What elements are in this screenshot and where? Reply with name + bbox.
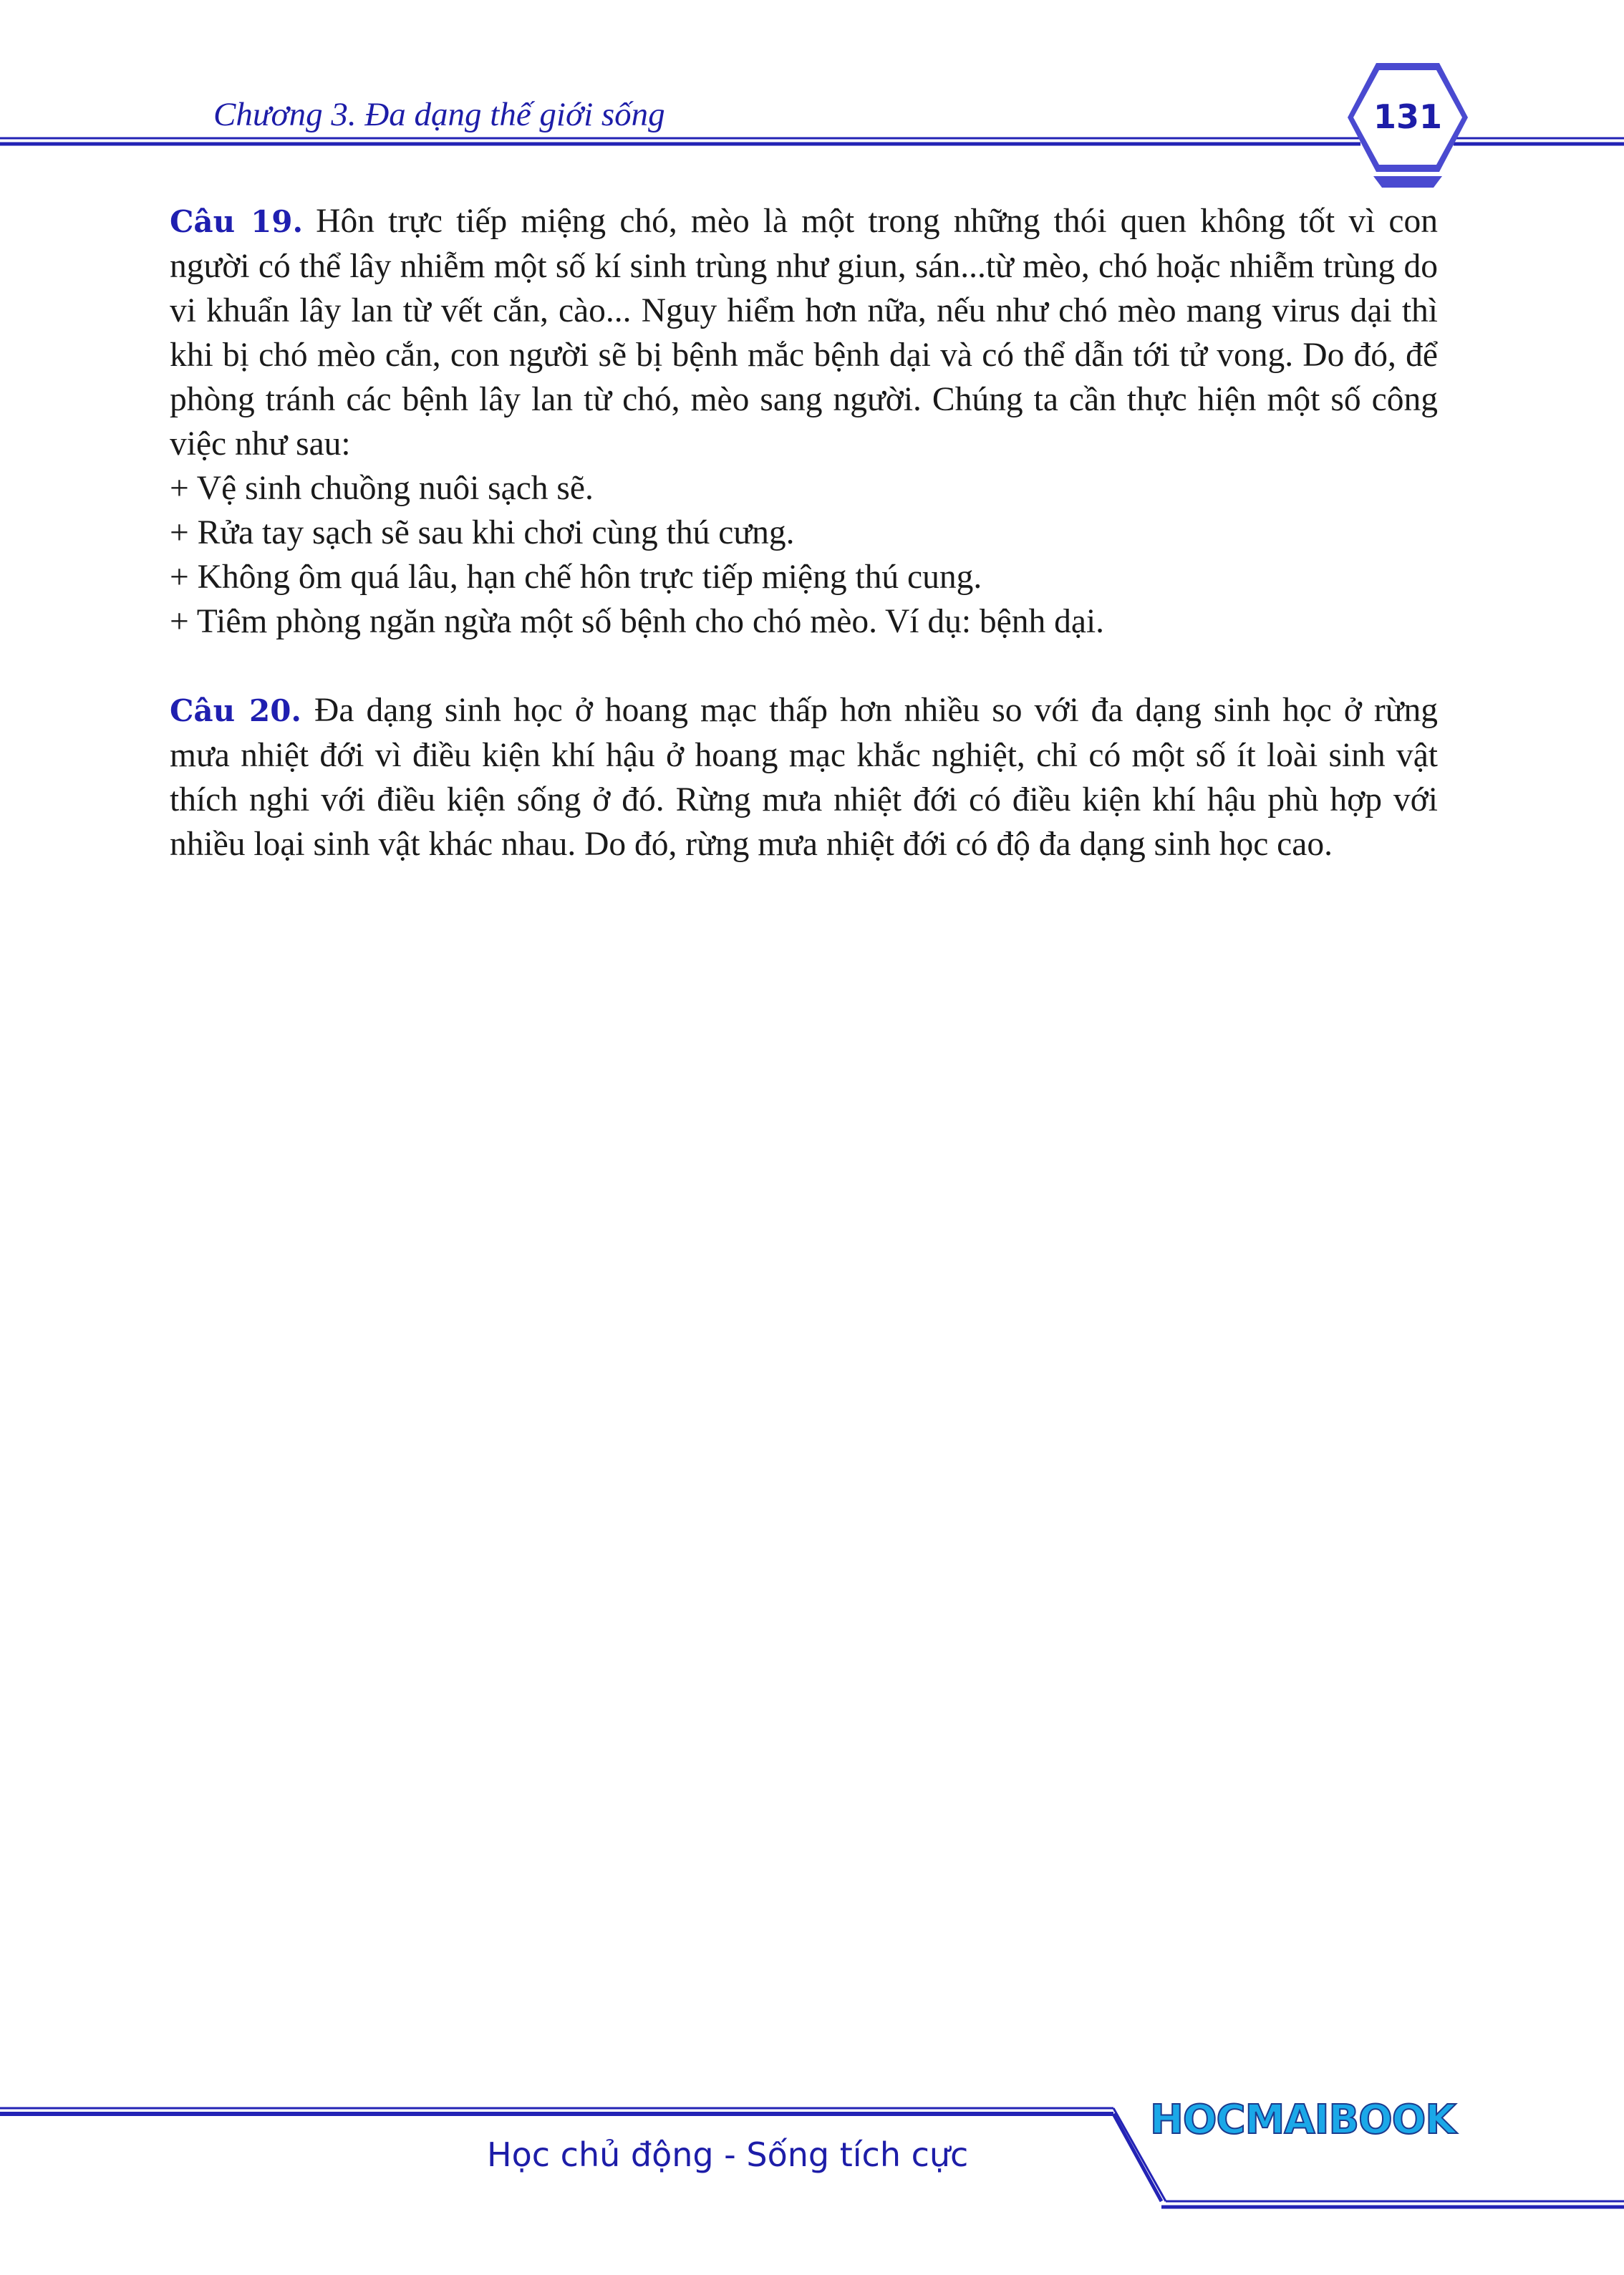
bullet-item: + Rửa tay sạch sẽ sau khi chơi cùng thú cưng. (170, 514, 795, 551)
footer-slogan: Học chủ động - Sống tích cực (487, 2135, 969, 2174)
question-20 (170, 688, 1438, 866)
question-label: Câu 20. (170, 693, 302, 728)
brand-logo: HOCMAIBOOK (1150, 2097, 1456, 2143)
bullet-item: + Không ôm quá lâu, hạn chế hôn trực tiếp miệng thú cung. (170, 559, 982, 596)
page-header (0, 0, 1624, 186)
question-label: Câu 19. (170, 204, 304, 239)
page-footer (0, 2077, 1624, 2275)
page-number: 131 (1373, 97, 1443, 136)
bullet-item: + Vệ sinh chuồng nuôi sạch sẽ. (170, 470, 594, 507)
bullet-item: + Tiêm phòng ngăn ngừa một số bệnh cho chó mèo. Ví dụ: bệnh dại. (170, 603, 1105, 640)
page-number-badge (1345, 56, 1471, 192)
chapter-title: Chương 3. Đa dạng thế giới sống (213, 96, 665, 133)
answer-content (170, 199, 1438, 911)
question-text: Đa dạng sinh học ở hoang mạc thấp hơn nhiều so với đa dạng sinh học ở rừng mưa nhiệt đới vì điều kiện khí hậu ở hoang mạc khắc nghiệt, chỉ có một số ít loài sinh vật thích nghi với điều kiện sống ở đó. Rừng mưa nhiệt đới có điều kiện khí hậu phù hợp với nhiều loại sinh vật khác nhau. Do đó, rừng mưa nhiệt đới có độ đa dạng sinh học cao. (170, 692, 1438, 863)
question-text: Hôn trực tiếp miệng chó, mèo là một trong những thói quen không tốt vì con người có thể lây nhiễm một số kí sinh trùng như giun, sán...từ mèo, chó hoặc nhiễm trùng do vi khuẩn lây lan từ vết cắn, cào... Nguy hiểm hơn nữa, nếu như chó mèo mang virus dại thì khi bị chó mèo cắn, con người sẽ bị bệnh mắc bệnh dại và có thể dẫn tới tử vong. Do đó, để phòng tránh các bệnh lây lan từ chó, mèo sang người. Chúng ta cần thực hiện một số công việc như sau: (170, 203, 1438, 463)
question-19 (170, 199, 1438, 644)
